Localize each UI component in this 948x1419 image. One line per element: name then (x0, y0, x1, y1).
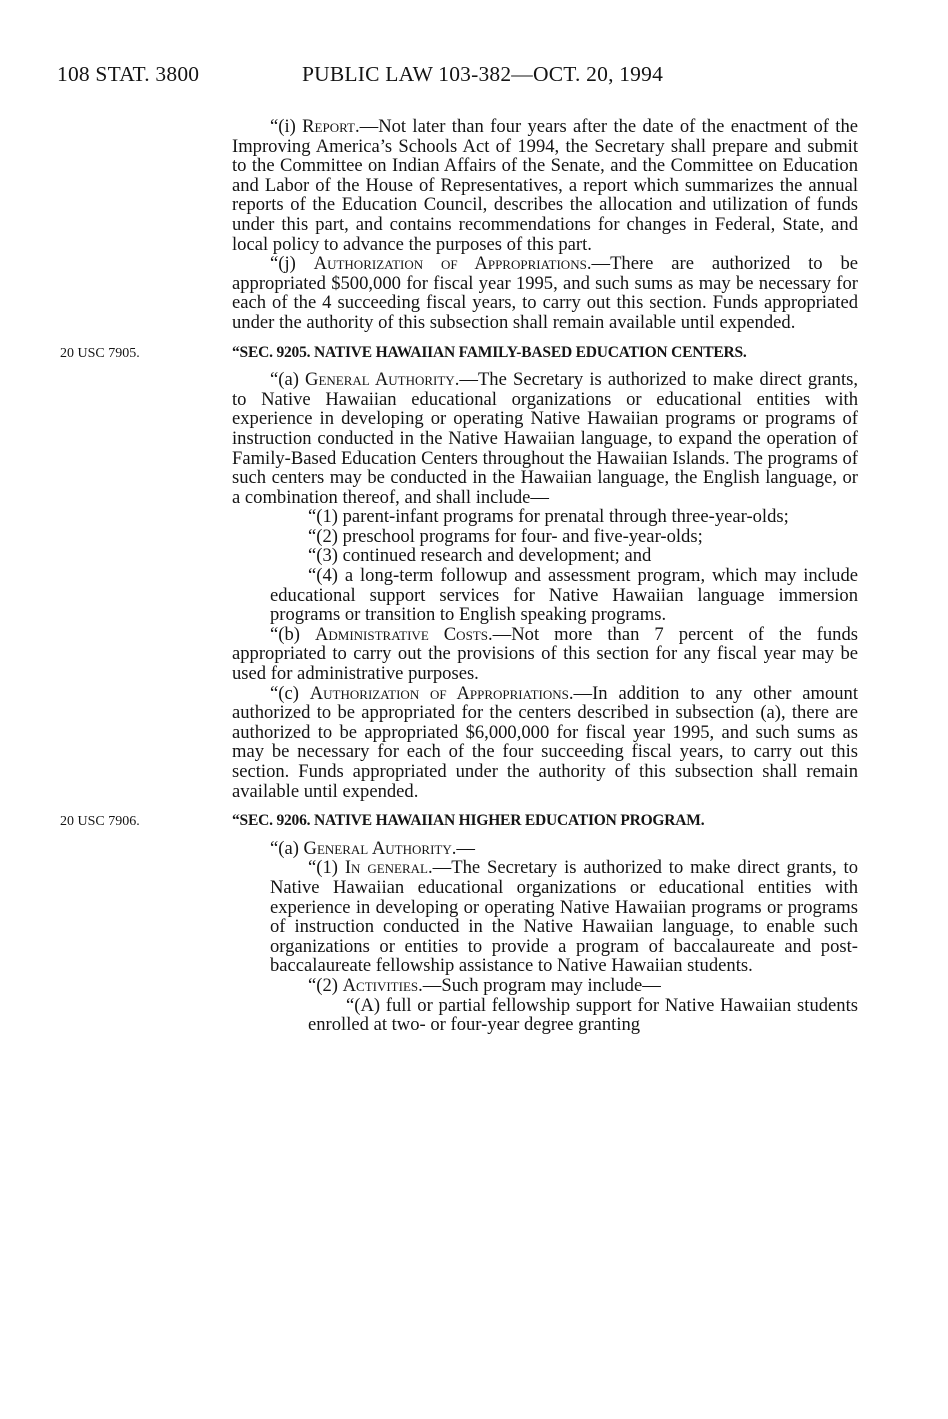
subsection-a-general-authority (232, 370, 858, 507)
section-9205 (60, 343, 858, 363)
subsection-text: .— (451, 837, 475, 859)
subsection-heading: Report (302, 116, 355, 137)
paragraph-lead: “(2) (308, 974, 343, 996)
paragraph-1-in-general (232, 858, 858, 976)
section-9206 (60, 811, 858, 831)
section-heading: “SEC. 9205. NATIVE HAWAIIAN FAMILY-BASED EDUCATION CENTERS. (232, 343, 747, 361)
paragraph-text: .—Such program may include— (418, 974, 661, 996)
paragraph-2-activities (232, 976, 858, 996)
subsection-text: .—The Secretary is authorized to make direct grants, to Native Hawaiian educational organizations or educational entities with experience in developing or operating Native Hawaiian programs or programs of instruction conducted in the Native Hawaiian language, to expand the operation of Family-Based Education Centers throughout the Hawaiian Islands. The programs of such centers may be conducted in the Hawaiian language, the English language, or a combination thereof, and shall include— (232, 369, 858, 508)
subsection-lead: “(j) (270, 253, 314, 275)
subparagraph-a: “(A) full or partial fellowship support for Native Hawaiian students enrolled at two- or four-year degree granting (308, 994, 858, 1036)
paragraph-2: “(2) preschool programs for four- and five-year-olds; (308, 525, 703, 547)
stat-page-number: 108 STAT. 3800 (57, 62, 200, 86)
paragraph-3: “(3) continued research and development; and (308, 545, 652, 567)
subsection-i-report (232, 117, 858, 254)
public-law-title: PUBLIC LAW 103-382—OCT. 20, 1994 (302, 62, 664, 86)
subsection-heading: General Authority (305, 369, 455, 391)
subsection-lead: “(i) (270, 116, 303, 137)
paragraph-heading: Activities (342, 974, 419, 996)
subsection-a-general-authority (232, 839, 858, 859)
paragraph-lead: “(1) (308, 857, 345, 879)
subsection-text: .—In addition to any other amount authorized to be appropriated for the centers described in subsection (a), there are authorized to be appropriated $6,000,000 for fiscal year 1995, and such sums as may be necessary for each of the four succeeding fiscal years, to carry out this section. Funds appropriated under the authority of this subsection shall remain available until expended. (232, 682, 858, 802)
paragraph-heading: In general (344, 857, 428, 879)
subsection-lead: “(b) (270, 623, 315, 645)
subsection-heading: Authorization of Appropriations (309, 682, 569, 704)
subsection-text: .—There are authorized to be appropriated $500,000 for fiscal year 1995, and such sums as may be necessary for each of the 4 succeeding fiscal years, to carry out this section. Funds appropriated under the authority of this subsection shall remain available until expended. (232, 253, 858, 333)
usc-margin-note: 20 USC 7906. (60, 814, 140, 830)
subsection-heading: Authorization of Appropriations (313, 253, 587, 275)
subsection-heading: General Authority (303, 837, 452, 859)
section-heading: “SEC. 9206. NATIVE HAWAIIAN HIGHER EDUCATION PROGRAM. (232, 812, 705, 830)
subsection-heading: Administrative Costs (314, 623, 488, 645)
paragraph-1: “(1) parent-infant programs for prenatal through three-year-olds; (308, 506, 789, 528)
subsection-j-authorization (232, 254, 858, 332)
usc-margin-note: 20 USC 7905. (60, 345, 140, 361)
paragraph-text: .—The Secretary is authorized to make direct grants, to Native Hawaiian educational organizations or educational entities with experience in developing or operating Native Hawaiian programs or programs of instruction conducted in the Native Hawaiian language, to enable such organizations or entities to provide a program of baccalaureate and post-baccalaureate fellowship assistance to Native Hawaiian students. (270, 857, 858, 977)
subsection-text: .—Not later than four years after the date of the enactment of the Improving America’s Schools Act of 1994, the Secretary shall prepare and submit to the Committee on Indian Affairs of the Senate, and the Committee on Education and Labor of the House of Representatives, a report which summarizes the annual reports of the Education Council, describes the allocation and utilization of funds under this part, and contains recommendations for changes in Federal, State, and local policy to advance the purposes of this part. (232, 116, 859, 255)
subsection-lead: “(c) (270, 682, 310, 704)
subsection-lead: “(a) (270, 837, 304, 859)
subsection-lead: “(a) (270, 369, 306, 391)
subsection-text: .—Not more than 7 percent of the funds appropriated to carry out the provisions of this section for any fiscal year may be used for administrative purposes. (232, 623, 858, 685)
document-body (60, 116, 859, 1036)
subsection-b-administrative-costs (232, 625, 858, 684)
paragraph-4: “(4) a long-term followup and assessment program, which may include educational support services for Native Hawaiian language immersion programs or transition to English speaking programs. (270, 565, 858, 626)
subsection-c-authorization (232, 684, 858, 802)
page-header (57, 62, 767, 94)
